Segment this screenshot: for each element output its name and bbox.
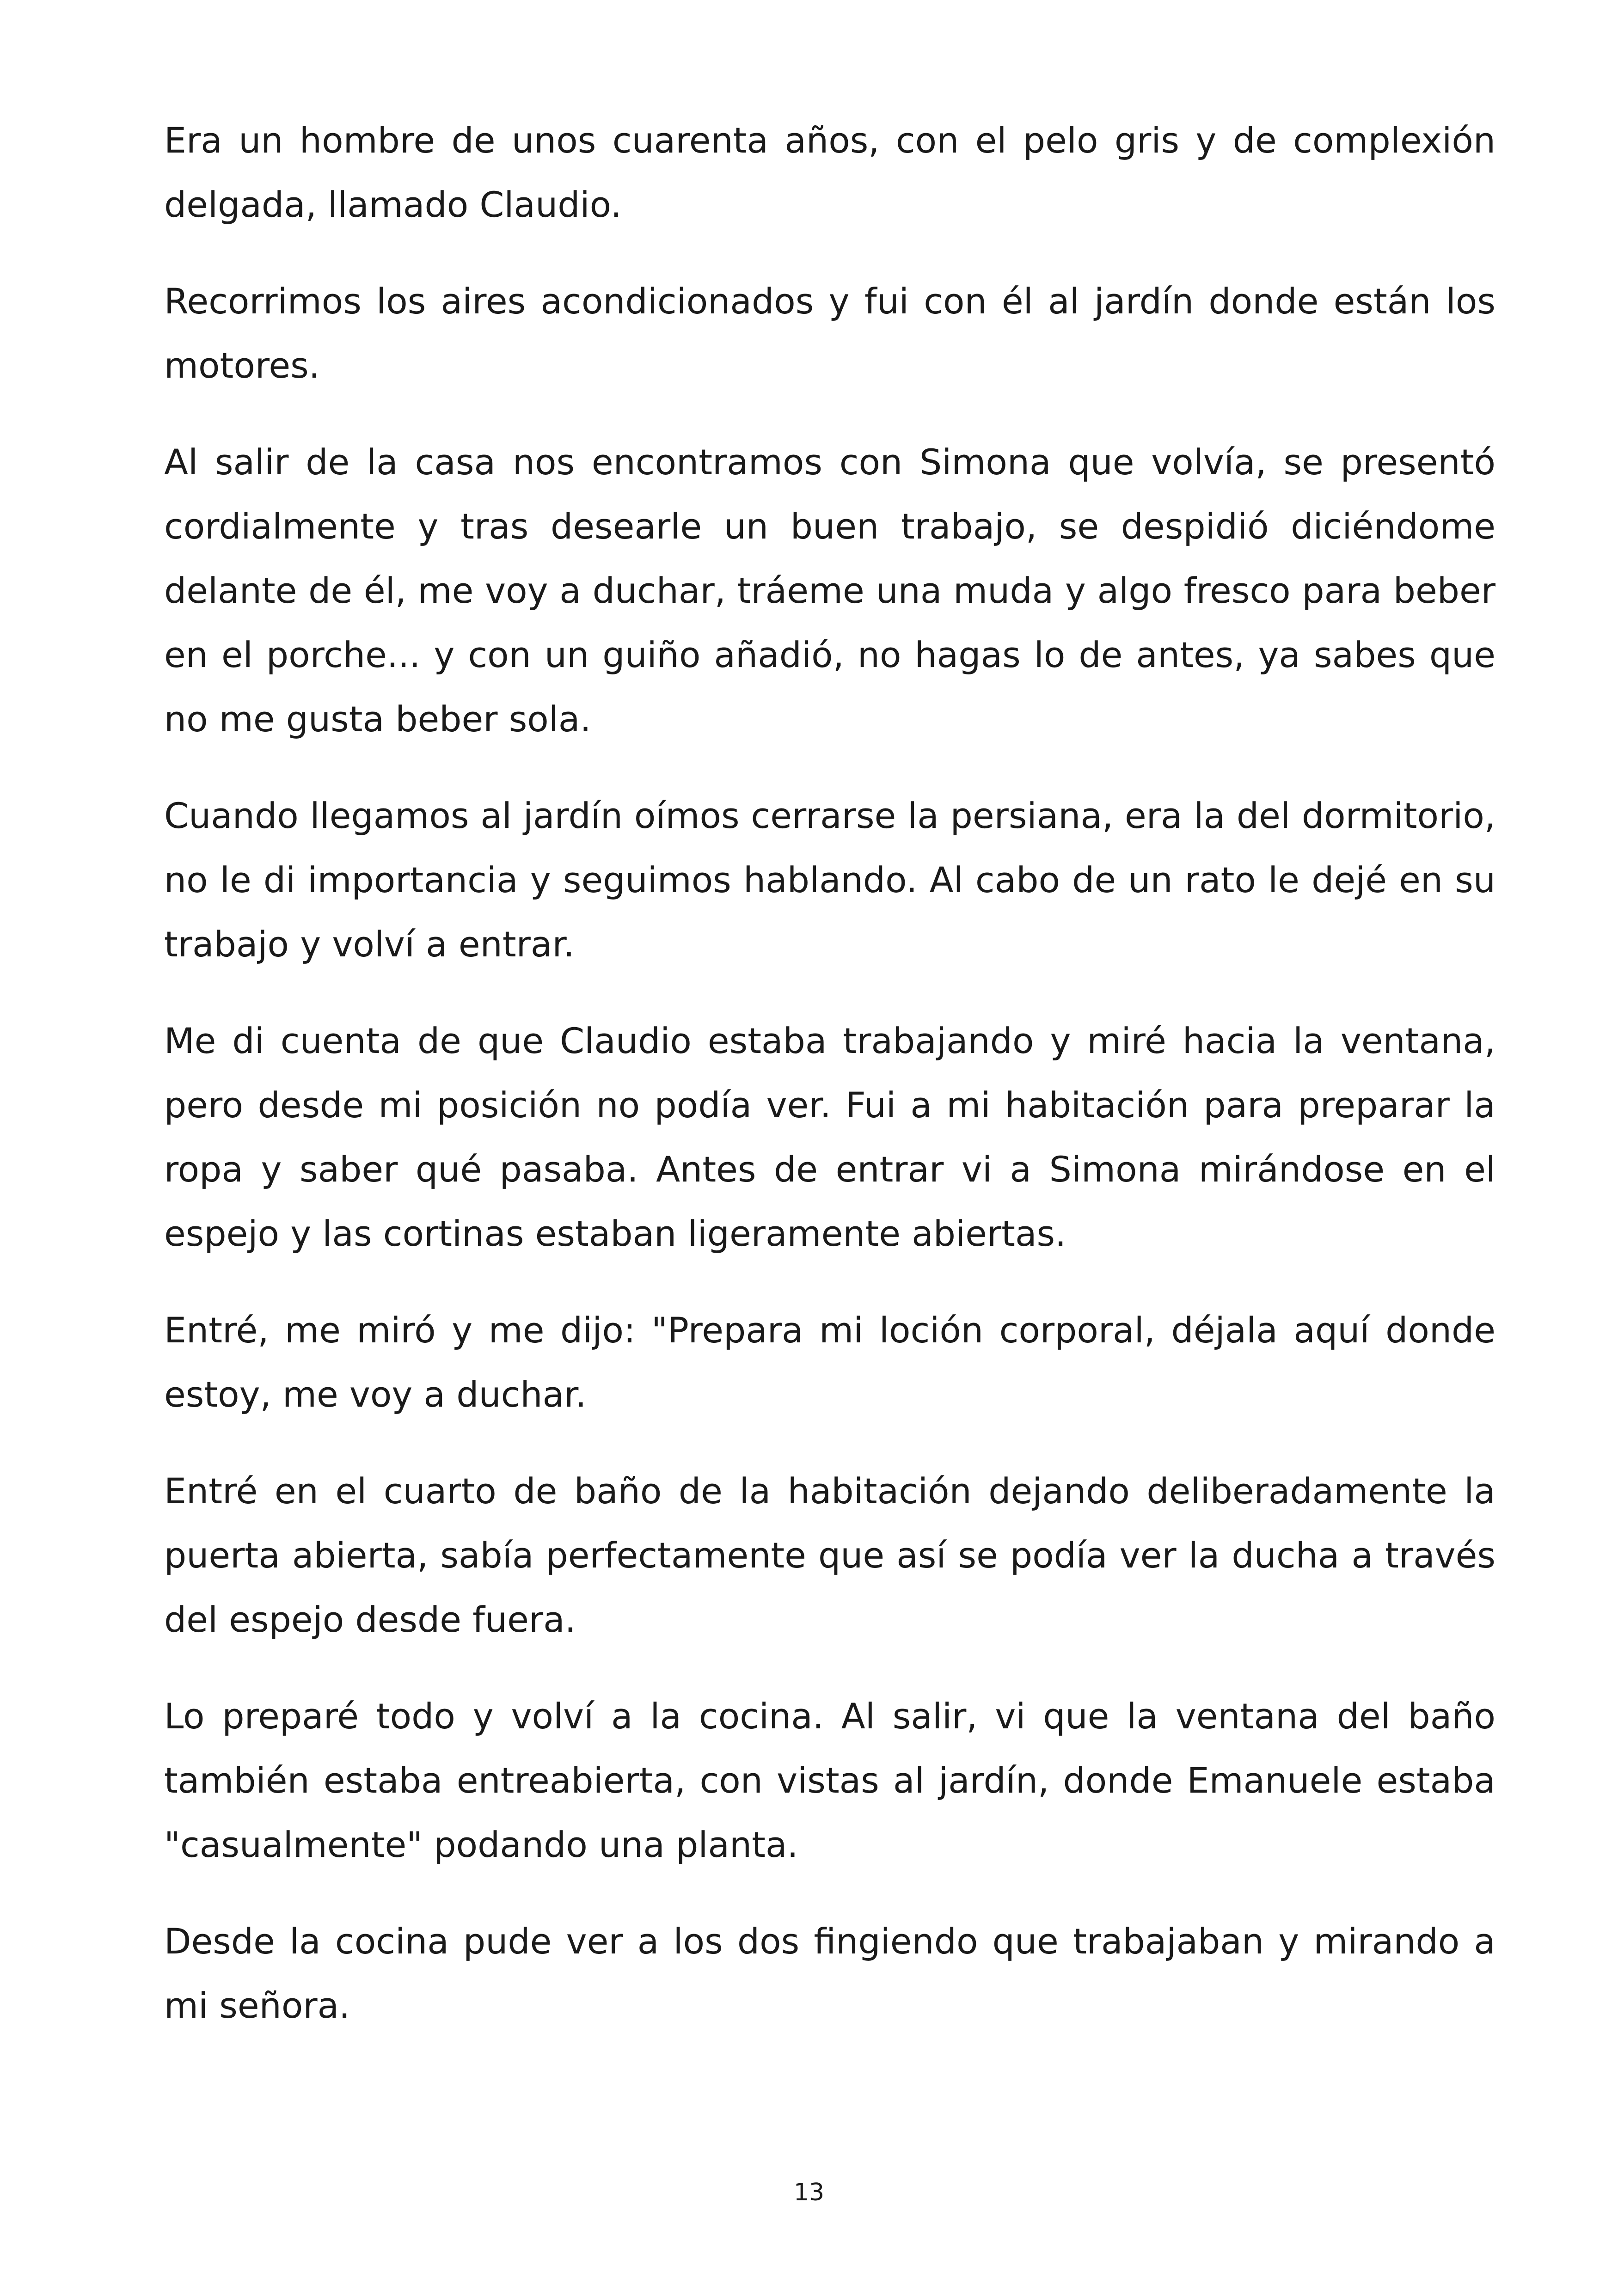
paragraph: Era un hombre de unos cuarenta años, con el pelo gris y de complexión delgada, llamado Claudio. — [164, 120, 1495, 225]
paragraph: Cuando llegamos al jardín oímos cerrarse la persiana, era la del dormitorio, no le di importancia y seguimos hablando. Al cabo de un rato le dejé en su trabajo y volví a entrar. — [164, 795, 1495, 965]
paragraph: Lo preparé todo y volví a la cocina. Al salir, vi que la ventana del baño también estaba entreabierta, con vistas al jardín, donde Emanuele estaba "casualmente" podando una planta. — [164, 1696, 1495, 1865]
paragraph: Me di cuenta de que Claudio estaba trabajando y miré hacia la ventana, pero desde mi posición no podía ver. Fui a mi habitación para preparar la ropa y saber qué pasaba. Antes de entrar vi a Simona mirándose en el espejo y las cortinas estaban ligeramente abiertas. — [164, 1020, 1495, 1254]
paragraph: Entré en el cuarto de baño de la habitación dejando deliberadamente la puerta abierta, sabía perfectamente que así se podía ver la ducha a través del espejo desde fuera. — [164, 1470, 1495, 1640]
body-text — [164, 108, 1495, 2070]
paragraph: Entré, me miró y me dijo: "Prepara mi loción corporal, déjala aquí donde estoy, me voy a duchar. — [164, 1310, 1495, 1415]
paragraph: Desde la cocina pude ver a los dos fingiendo que trabajaban y mirando a mi señora. — [164, 1921, 1495, 2026]
paragraph: Recorrimos los aires acondicionados y fui con él al jardín donde están los motores. — [164, 281, 1495, 386]
paragraph: Al salir de la casa nos encontramos con Simona que volvía, se presentó cordialmente y tras desearle un buen trabajo, se despidió diciéndome delante de él, me voy a duchar, tráeme una muda y algo fresco para beber en el porche... y con un guiño añadió, no hagas lo de antes, ya sabes que no me gusta beber sola. — [164, 441, 1495, 740]
page-number: 13 — [793, 2179, 825, 2206]
